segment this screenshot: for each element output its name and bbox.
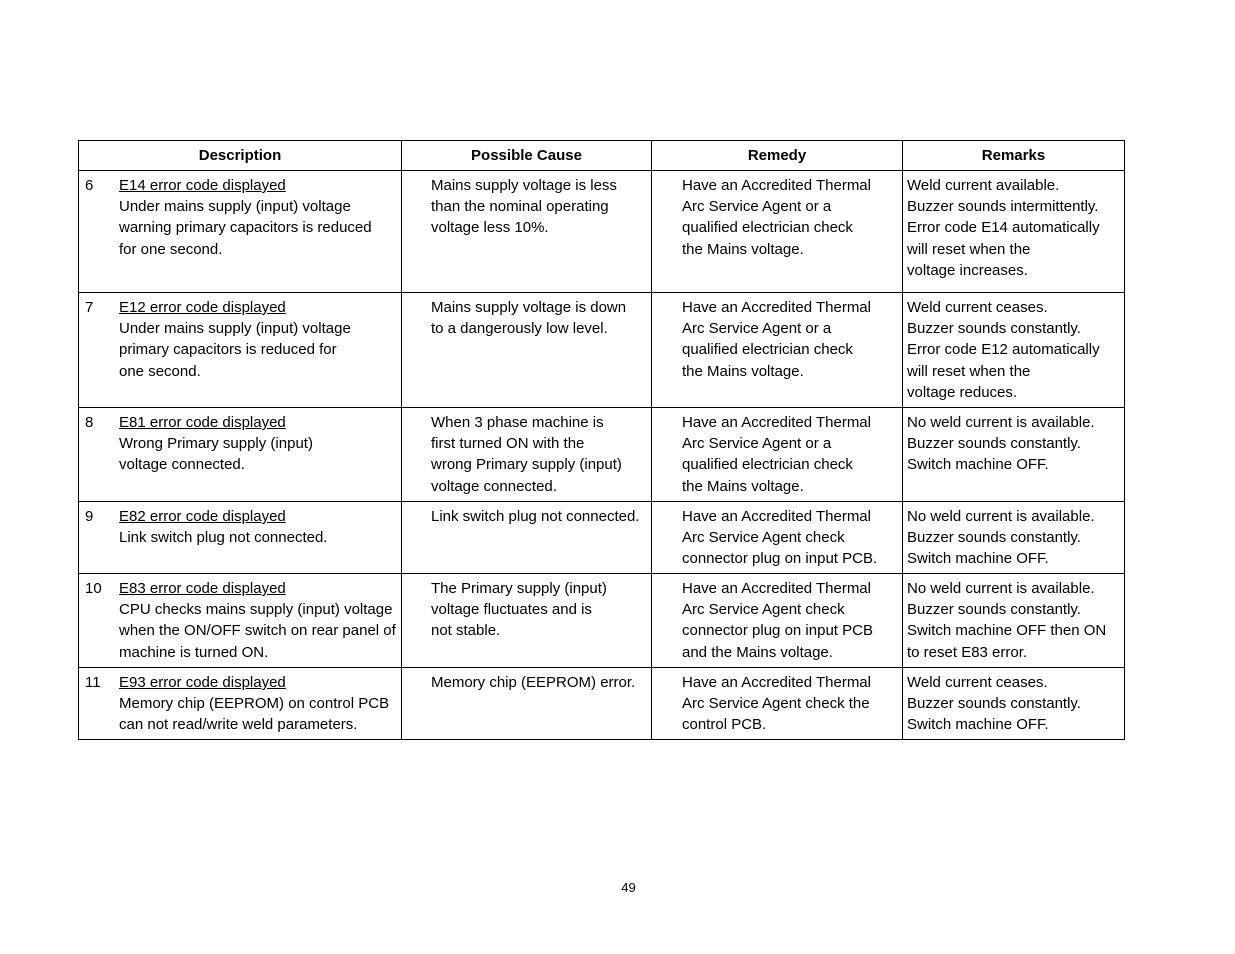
error-code-title: E83 error code displayed xyxy=(119,580,286,597)
cause-line: Link switch plug not connected. xyxy=(431,508,640,525)
description-line: Under mains supply (input) voltage xyxy=(119,198,351,216)
remarks-line: to reset E83 error. xyxy=(907,643,1028,661)
description-line: when the ON/OFF switch on rear panel of xyxy=(119,622,396,640)
remedy-line: Have an Accredited Thermal xyxy=(682,177,871,194)
header-remarks: Remarks xyxy=(903,141,1125,171)
error-code-title: E93 error code displayed xyxy=(119,674,286,691)
error-code-title: E82 error code displayed xyxy=(119,508,286,525)
remedy-line: the Mains voltage. xyxy=(682,362,804,380)
remarks-line: Weld current ceases. xyxy=(907,674,1048,691)
possible-cause-cell xyxy=(402,668,652,740)
remarks-line: Buzzer sounds constantly. xyxy=(907,435,1081,453)
description-line: CPU checks mains supply (input) voltage xyxy=(119,601,393,619)
description-cell xyxy=(79,408,402,502)
remarks-cell xyxy=(903,668,1125,740)
remedy-line: Have an Accredited Thermal xyxy=(682,508,871,525)
table-row xyxy=(79,293,1125,408)
error-code-title: E12 error code displayed xyxy=(119,299,286,316)
remarks-line: voltage increases. xyxy=(907,261,1028,279)
header-description: Description xyxy=(79,141,402,171)
cause-line: than the nominal operating xyxy=(431,198,609,216)
table-row xyxy=(79,171,1125,293)
possible-cause-cell xyxy=(402,171,652,293)
remedy-line: Arc Service Agent or a xyxy=(682,435,832,453)
remarks-line: Buzzer sounds constantly. xyxy=(907,529,1081,547)
remedy-line: Have an Accredited Thermal xyxy=(682,414,871,431)
row-number: 6 xyxy=(85,177,94,194)
page-number: 49 xyxy=(621,880,636,895)
description-cell xyxy=(79,502,402,574)
cause-line: Mains supply voltage is less xyxy=(431,177,617,194)
possible-cause-cell xyxy=(402,408,652,502)
cause-line: first turned ON with the xyxy=(431,435,585,453)
remarks-cell xyxy=(903,502,1125,574)
remarks-line: Switch machine OFF then ON xyxy=(907,622,1107,640)
remedy-line: connector plug on input PCB. xyxy=(682,550,878,568)
description-cell xyxy=(79,293,402,408)
description-cell xyxy=(79,171,402,293)
remarks-line: Switch machine OFF. xyxy=(907,716,1049,734)
remarks-line: Weld current available. xyxy=(907,177,1060,194)
remedy-line: qualified electrician check xyxy=(682,456,853,474)
description-line: primary capacitors is reduced for xyxy=(119,341,337,359)
description-line: can not read/write weld parameters. xyxy=(119,716,358,734)
description-line: Link switch plug not connected. xyxy=(119,529,328,547)
remedy-cell xyxy=(652,668,903,740)
cause-line: voltage connected. xyxy=(431,477,557,495)
error-code-title: E81 error code displayed xyxy=(119,414,286,431)
table-body xyxy=(79,171,1125,740)
row-number: 10 xyxy=(85,580,102,597)
remarks-line: Error code E14 automatically xyxy=(907,219,1100,237)
remedy-cell xyxy=(652,502,903,574)
remedy-line: qualified electrician check xyxy=(682,219,853,237)
remarks-line: will reset when the xyxy=(907,362,1031,380)
table-row xyxy=(79,574,1125,668)
table-header-row xyxy=(79,141,1125,171)
cause-line: to a dangerously low level. xyxy=(431,320,608,338)
remedy-cell xyxy=(652,293,903,408)
description-line: Memory chip (EEPROM) on control PCB xyxy=(119,695,390,713)
row-number: 11 xyxy=(85,674,101,691)
description-line: voltage connected. xyxy=(119,456,245,474)
header-possible-cause: Possible Cause xyxy=(402,141,652,171)
description-line: Under mains supply (input) voltage xyxy=(119,320,351,338)
error-code-table xyxy=(78,140,1125,740)
remarks-cell xyxy=(903,408,1125,502)
remarks-line: Switch machine OFF. xyxy=(907,456,1049,474)
remarks-line: will reset when the xyxy=(907,240,1031,258)
remarks-line: Buzzer sounds constantly. xyxy=(907,695,1081,713)
remedy-line: the Mains voltage. xyxy=(682,477,804,495)
remarks-cell xyxy=(903,574,1125,668)
table-row xyxy=(79,668,1125,740)
remedy-line: the Mains voltage. xyxy=(682,240,804,258)
remedy-line: Arc Service Agent or a xyxy=(682,320,832,338)
remedy-line: Have an Accredited Thermal xyxy=(682,299,871,316)
possible-cause-cell xyxy=(402,293,652,408)
cause-line: wrong Primary supply (input) xyxy=(431,456,622,474)
remarks-line: Weld current ceases. xyxy=(907,299,1048,316)
cause-line: voltage fluctuates and is xyxy=(431,601,592,619)
description-line: for one second. xyxy=(119,240,223,258)
remedy-line: Have an Accredited Thermal xyxy=(682,674,871,691)
description-line: one second. xyxy=(119,362,201,380)
cause-line: When 3 phase machine is xyxy=(431,414,604,431)
remedy-line: connector plug on input PCB xyxy=(682,622,873,640)
remedy-line: qualified electrician check xyxy=(682,341,853,359)
remarks-line: Switch machine OFF. xyxy=(907,550,1049,568)
description-cell xyxy=(79,668,402,740)
row-number: 9 xyxy=(85,508,94,525)
remarks-line: No weld current is available. xyxy=(907,580,1095,597)
possible-cause-cell xyxy=(402,502,652,574)
cause-line: Mains supply voltage is down xyxy=(431,299,627,316)
remedy-line: Arc Service Agent or a xyxy=(682,198,832,216)
cause-line: not stable. xyxy=(431,622,501,640)
remarks-line: Buzzer sounds constantly. xyxy=(907,320,1081,338)
description-line: machine is turned ON. xyxy=(119,643,269,661)
cause-line: voltage less 10%. xyxy=(431,219,549,237)
remedy-cell xyxy=(652,574,903,668)
remarks-line: Buzzer sounds constantly. xyxy=(907,601,1081,619)
remarks-line: Buzzer sounds intermittently. xyxy=(907,198,1099,216)
remarks-line: No weld current is available. xyxy=(907,508,1095,525)
possible-cause-cell xyxy=(402,574,652,668)
description-line: warning primary capacitors is reduced xyxy=(119,219,372,237)
remedy-cell xyxy=(652,171,903,293)
row-number: 8 xyxy=(85,414,94,431)
row-number: 7 xyxy=(85,299,94,316)
cause-line: Memory chip (EEPROM) error. xyxy=(431,674,636,691)
remarks-cell xyxy=(903,171,1125,293)
remedy-line: Arc Service Agent check xyxy=(682,601,845,619)
remedy-cell xyxy=(652,408,903,502)
remarks-line: No weld current is available. xyxy=(907,414,1095,431)
table-row xyxy=(79,408,1125,502)
table-row xyxy=(79,502,1125,574)
remedy-line: control PCB. xyxy=(682,716,767,734)
remarks-cell xyxy=(903,293,1125,408)
remarks-line: voltage reduces. xyxy=(907,383,1018,401)
cause-line: The Primary supply (input) xyxy=(431,580,607,597)
remedy-line: Have an Accredited Thermal xyxy=(682,580,871,597)
remedy-line: Arc Service Agent check the xyxy=(682,695,870,713)
remedy-line: and the Mains voltage. xyxy=(682,643,833,661)
description-cell xyxy=(79,574,402,668)
error-code-title: E14 error code displayed xyxy=(119,177,286,194)
remedy-line: Arc Service Agent check xyxy=(682,529,845,547)
remarks-line: Error code E12 automatically xyxy=(907,341,1100,359)
description-line: Wrong Primary supply (input) xyxy=(119,435,313,453)
header-remedy: Remedy xyxy=(652,141,903,171)
